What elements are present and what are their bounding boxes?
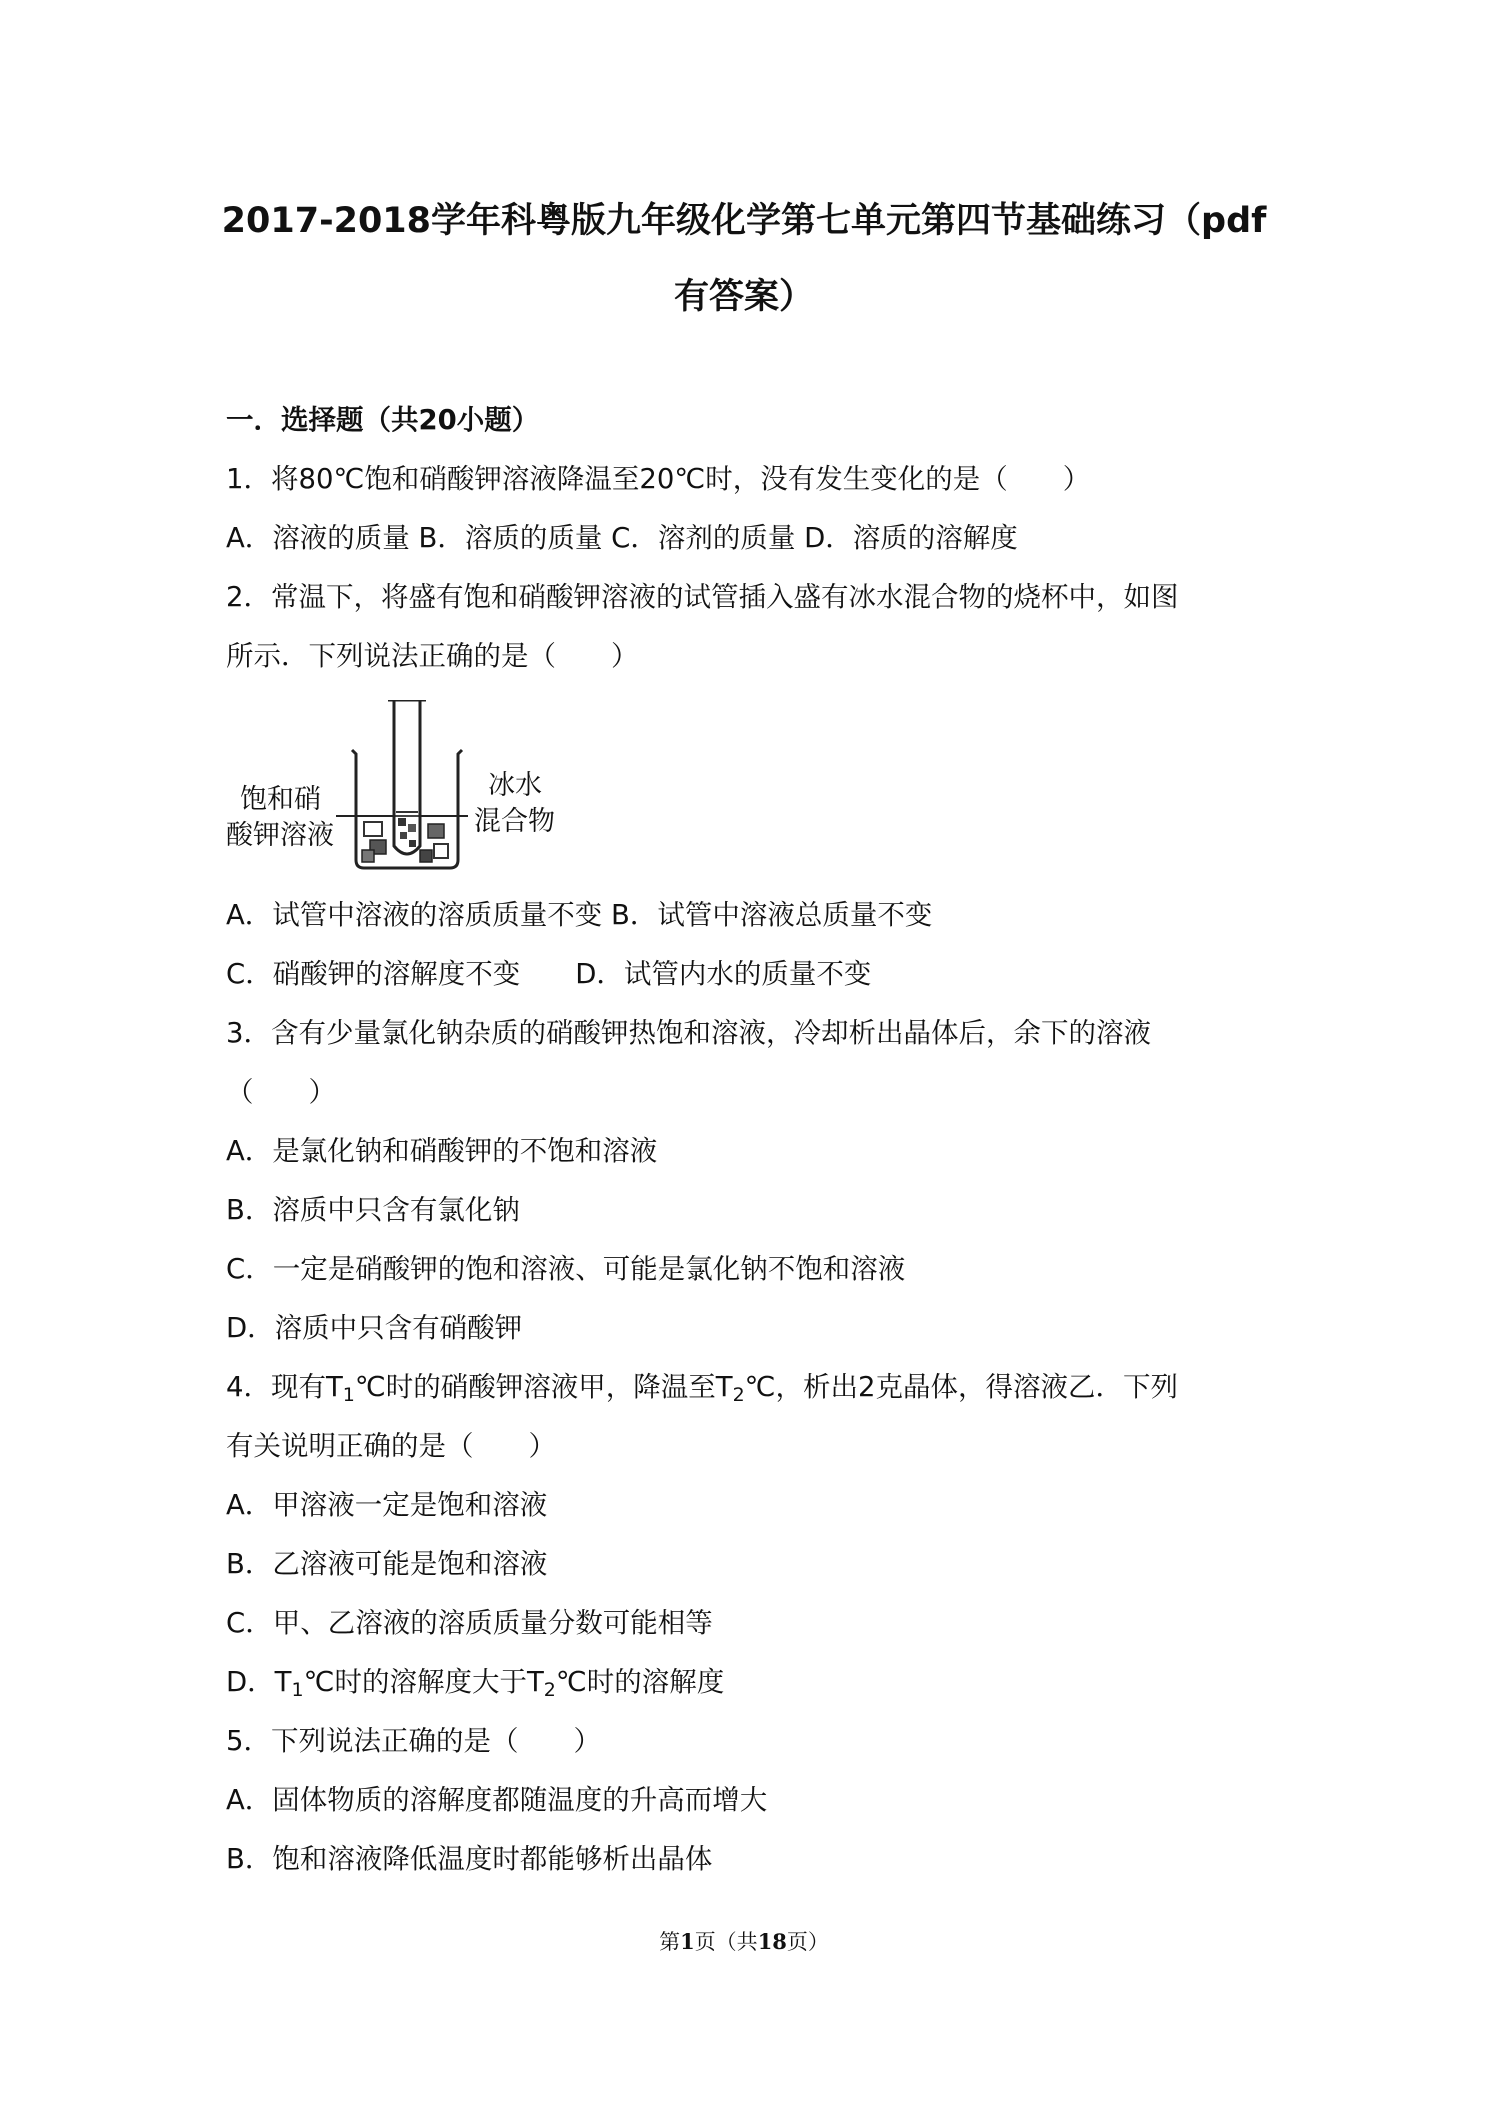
question-3-stem-line-1: 3．含有少量氯化钠杂质的硝酸钾热饱和溶液，冷却析出晶体后，余下的溶液 xyxy=(226,1017,1151,1049)
label-ice-water-line-1: 冰水 xyxy=(488,770,542,801)
q4-subscript-1: 1 xyxy=(342,1384,355,1406)
question-2-stem-line-2: 所示．下列说法正确的是（ ） xyxy=(226,640,639,672)
potassium-nitrate-solution xyxy=(396,812,418,847)
footer-prefix: 第 xyxy=(659,1930,681,1954)
question-4-option-b: B．乙溶液可能是饱和溶液 xyxy=(226,1548,548,1580)
question-4-option-d xyxy=(226,1662,724,1710)
test-tube-outline xyxy=(394,700,420,854)
question-3-option-b: B．溶质中只含有氯化钠 xyxy=(226,1194,520,1226)
footer-total-pages: 18 xyxy=(757,1929,787,1954)
question-3-stem-line-2: （ ） xyxy=(226,1076,336,1108)
question-1-options: A．溶液的质量 B．溶质的质量 C．溶剂的质量 D．溶质的溶解度 xyxy=(226,522,1018,554)
label-saturated-kno3-line-2: 酸钾溶液 xyxy=(226,820,334,851)
q4-stem-part-b: ℃时的硝酸钾溶液甲，降温至T xyxy=(354,1371,733,1403)
q4-option-d-subscript-1: 1 xyxy=(291,1679,304,1701)
question-3-option-d: D．溶质中只含有硝酸钾 xyxy=(226,1312,523,1344)
q4-option-d-part-c: ℃时的溶解度 xyxy=(555,1666,725,1698)
q4-subscript-2: 2 xyxy=(732,1384,745,1406)
question-5-option-a: A．固体物质的溶解度都随温度的升高而增大 xyxy=(226,1784,768,1816)
question-2-stem-line-1: 2．常温下，将盛有饱和硝酸钾溶液的试管插入盛有冰水混合物的烧杯中，如图 xyxy=(226,581,1179,613)
footer-page-number: 1 xyxy=(680,1929,695,1954)
question-3-option-a: A．是氯化钠和硝酸钾的不饱和溶液 xyxy=(226,1135,658,1167)
question-1-stem: 1．将80℃饱和硝酸钾溶液降温至20℃时，没有发生变化的是（ ） xyxy=(226,463,1091,495)
footer-middle: 页（共 xyxy=(694,1930,758,1954)
q4-option-d-part-a: D．T xyxy=(226,1666,292,1698)
question-2-options-line-2: C．硝酸钾的溶解度不变 D．试管内水的质量不变 xyxy=(226,958,872,990)
q4-stem-part-c: ℃，析出2克晶体，得溶液乙．下列 xyxy=(744,1371,1179,1403)
question-2-options-line-1: A．试管中溶液的溶质质量不变 B．试管中溶液总质量不变 xyxy=(226,899,933,931)
footer-suffix: 页） xyxy=(786,1930,829,1954)
q4-option-d-subscript-2: 2 xyxy=(543,1679,556,1701)
section-heading: 一．选择题（共20小题） xyxy=(226,404,540,436)
question-5-option-b: B．饱和溶液降低温度时都能够析出晶体 xyxy=(226,1843,713,1875)
question-4-stem-line-1 xyxy=(226,1367,1178,1415)
q4-option-d-part-b: ℃时的溶解度大于T xyxy=(303,1666,544,1698)
document-title-line-1: 2017-2018学年科粤版九年级化学第七单元第四节基础练习（pdf xyxy=(221,201,1267,241)
label-ice-water-line-2: 混合物 xyxy=(474,806,555,837)
beaker-test-tube-figure xyxy=(224,700,564,872)
label-saturated-kno3-line-1: 饱和硝 xyxy=(240,784,321,815)
question-3-option-c: C．一定是硝酸钾的饱和溶液、可能是氯化钠不饱和溶液 xyxy=(226,1253,906,1285)
question-4-option-c: C．甲、乙溶液的溶质质量分数可能相等 xyxy=(226,1607,713,1639)
question-4-stem-line-2: 有关说明正确的是（ ） xyxy=(226,1430,556,1462)
ice-chunks xyxy=(362,822,448,862)
question-4-option-a: A．甲溶液一定是饱和溶液 xyxy=(226,1489,548,1521)
question-5-stem: 5．下列说法正确的是（ ） xyxy=(226,1725,601,1757)
q4-stem-part-a: 4．现有T xyxy=(226,1371,343,1403)
document-title-line-2: 有答案） xyxy=(673,277,814,317)
page-footer xyxy=(0,1928,1488,1956)
